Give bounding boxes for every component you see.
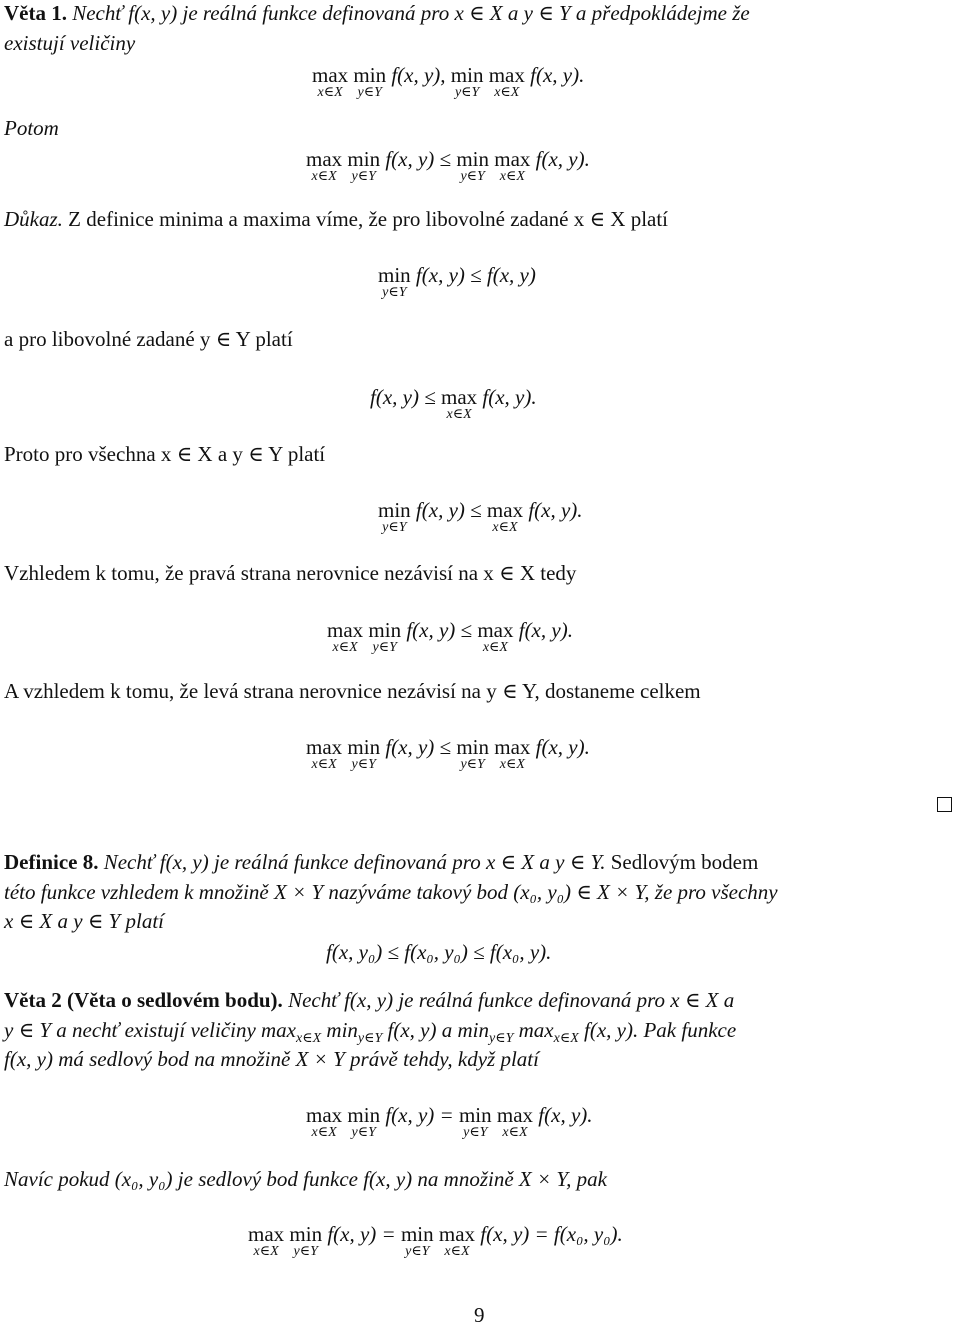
proof-text: Z definice minima a maxima víme, že pro libovolné zadané x ∈ X platí bbox=[68, 207, 669, 231]
min-operator: min y∈Y bbox=[368, 618, 402, 656]
max-operator: max x∈X bbox=[441, 385, 478, 423]
equation-term: f(x, y) ≤ f(x, y) bbox=[415, 263, 536, 287]
proof-equation3 bbox=[378, 497, 583, 535]
max-operator: max x∈X bbox=[496, 1103, 534, 1141]
equation-term: f(x, y) ≤ bbox=[385, 735, 452, 759]
theorem2-line1 bbox=[4, 987, 734, 1014]
max-operator: max x∈X bbox=[438, 1222, 476, 1260]
max-operator: max x∈X bbox=[306, 735, 343, 773]
equation-term: f(x, y). bbox=[518, 618, 573, 642]
min-operator: min y∈Y bbox=[289, 1222, 323, 1260]
max-operator: max x∈X bbox=[486, 498, 524, 536]
theorem1-line1 bbox=[4, 0, 750, 27]
max-operator: max x∈X bbox=[494, 147, 531, 185]
proof-label: Důkaz. bbox=[4, 207, 63, 231]
definition8-line1 bbox=[4, 849, 758, 876]
max-operator: max x∈X bbox=[248, 1222, 285, 1260]
equation-term: f(x, y) ≤ bbox=[370, 385, 436, 409]
equation-term: f(x, y) = f(x₀, y₀). bbox=[480, 1222, 623, 1246]
min-operator: min y∈Y bbox=[347, 1103, 381, 1141]
min-operator: min y∈Y bbox=[378, 263, 411, 301]
equation-term: f(x, y), bbox=[391, 63, 446, 87]
equation-term: f(x, y) ≤ bbox=[385, 147, 452, 171]
definition8-equation: f(x, y₀) ≤ f(x₀, y₀) ≤ f(x₀, y). bbox=[326, 940, 552, 964]
theorem1-equation1 bbox=[312, 62, 584, 100]
equation-term: f(x, y). bbox=[528, 498, 583, 522]
equation-term: f(x, y) ≤ bbox=[406, 618, 473, 642]
potom-text: Potom bbox=[4, 116, 59, 140]
definition8-roman-text: Sedlovým bodem bbox=[610, 850, 759, 874]
theorem2-line3: f(x, y) má sedlový bod na množině X × Y právě tehdy, když platí bbox=[4, 1047, 539, 1071]
min-operator: min y∈Y bbox=[347, 147, 381, 185]
proof-intro bbox=[4, 206, 668, 233]
equation-term: f(x, y). bbox=[482, 385, 537, 409]
min-operator: min y∈Y bbox=[456, 147, 489, 185]
definition8-label: Definice 8. bbox=[4, 850, 99, 874]
proof-equation4 bbox=[327, 617, 573, 655]
max-operator: max x∈X bbox=[477, 618, 514, 656]
theorem2-equation1 bbox=[306, 1102, 593, 1140]
proof-equation2 bbox=[370, 384, 537, 422]
equation-term: f(x, y). bbox=[535, 735, 590, 759]
equation-term: f(x, y) = bbox=[385, 1103, 454, 1127]
theorem1-label: Věta 1. bbox=[4, 1, 67, 25]
max-operator: max x∈X bbox=[488, 63, 525, 101]
min-operator: min y∈Y bbox=[458, 1103, 492, 1141]
max-operator: max x∈X bbox=[494, 735, 531, 773]
proof-text3: Proto pro všechna x ∈ X a y ∈ Y platí bbox=[4, 442, 326, 466]
theorem2-equation2 bbox=[248, 1221, 623, 1259]
max-operator: max x∈X bbox=[306, 147, 343, 185]
min-operator: min y∈Y bbox=[347, 735, 381, 773]
proof-text4: Vzhledem k tomu, že pravá strana nerovnice nezávisí na x ∈ X tedy bbox=[4, 561, 577, 585]
theorem1-text: Nechť f(x, y) je reálná funkce definovaná pro x ∈ X a y ∈ Y a předpokládejme že bbox=[72, 1, 750, 25]
min-operator: min y∈Y bbox=[456, 735, 489, 773]
theorem2-line2: y ∈ Y a nechť existují veličiny $\max_{x\in X} \min_{y\in Y} f(x$, y) a $\min_{y\in Y} \max_{x\in X} f(x$, y). Pak funkce bbox=[4, 1018, 737, 1046]
equation-term: f(x, y). bbox=[538, 1103, 593, 1127]
max-operator: max x∈X bbox=[306, 1103, 343, 1141]
theorem1-equation2 bbox=[306, 146, 590, 184]
definition8-line3: x ∈ X a y ∈ Y platí bbox=[4, 909, 164, 933]
proof-equation5 bbox=[306, 734, 590, 772]
equation-term: f(x, y) ≤ bbox=[415, 498, 482, 522]
page-number: 9 bbox=[474, 1303, 485, 1327]
min-operator: min y∈Y bbox=[450, 63, 484, 101]
theorem2-text: Nechť f(x, y) je reálná funkce definovaná pro x ∈ X a bbox=[288, 988, 735, 1012]
proof-equation1 bbox=[378, 262, 536, 300]
equation-term: f(x, y) = bbox=[327, 1222, 396, 1246]
theorem2-line4: Navíc pokud (x₀, y₀) je sedlový bod funkce f(x, y) na množině X × Y, pak bbox=[4, 1167, 607, 1191]
definition8-italic-text: Nechť f(x, y) je reálná funkce definovaná pro x ∈ X a y ∈ Y. bbox=[103, 850, 606, 874]
min-operator: min y∈Y bbox=[353, 63, 387, 101]
equation-term: f(x, y). bbox=[530, 63, 585, 87]
qed-square-icon bbox=[937, 797, 952, 812]
max-operator: max x∈X bbox=[312, 63, 349, 101]
theorem2-label: Věta 2 (Věta o sedlovém bodu). bbox=[4, 988, 283, 1012]
equation-term: f(x, y). bbox=[535, 147, 590, 171]
proof-text5: A vzhledem k tomu, že levá strana nerovnice nezávisí na y ∈ Y, dostaneme celkem bbox=[4, 679, 701, 703]
theorem1-line2: existují veličiny bbox=[4, 31, 136, 55]
min-operator: min y∈Y bbox=[378, 498, 411, 536]
proof-text2: a pro libovolné zadané y ∈ Y platí bbox=[4, 327, 293, 351]
definition8-line2: této funkce vzhledem k množině X × Y nazýváme takový bod (x₀, y₀) ∈ X × Y, že pro všechny bbox=[4, 880, 778, 904]
max-operator: max x∈X bbox=[327, 618, 364, 656]
min-operator: min y∈Y bbox=[400, 1222, 434, 1260]
